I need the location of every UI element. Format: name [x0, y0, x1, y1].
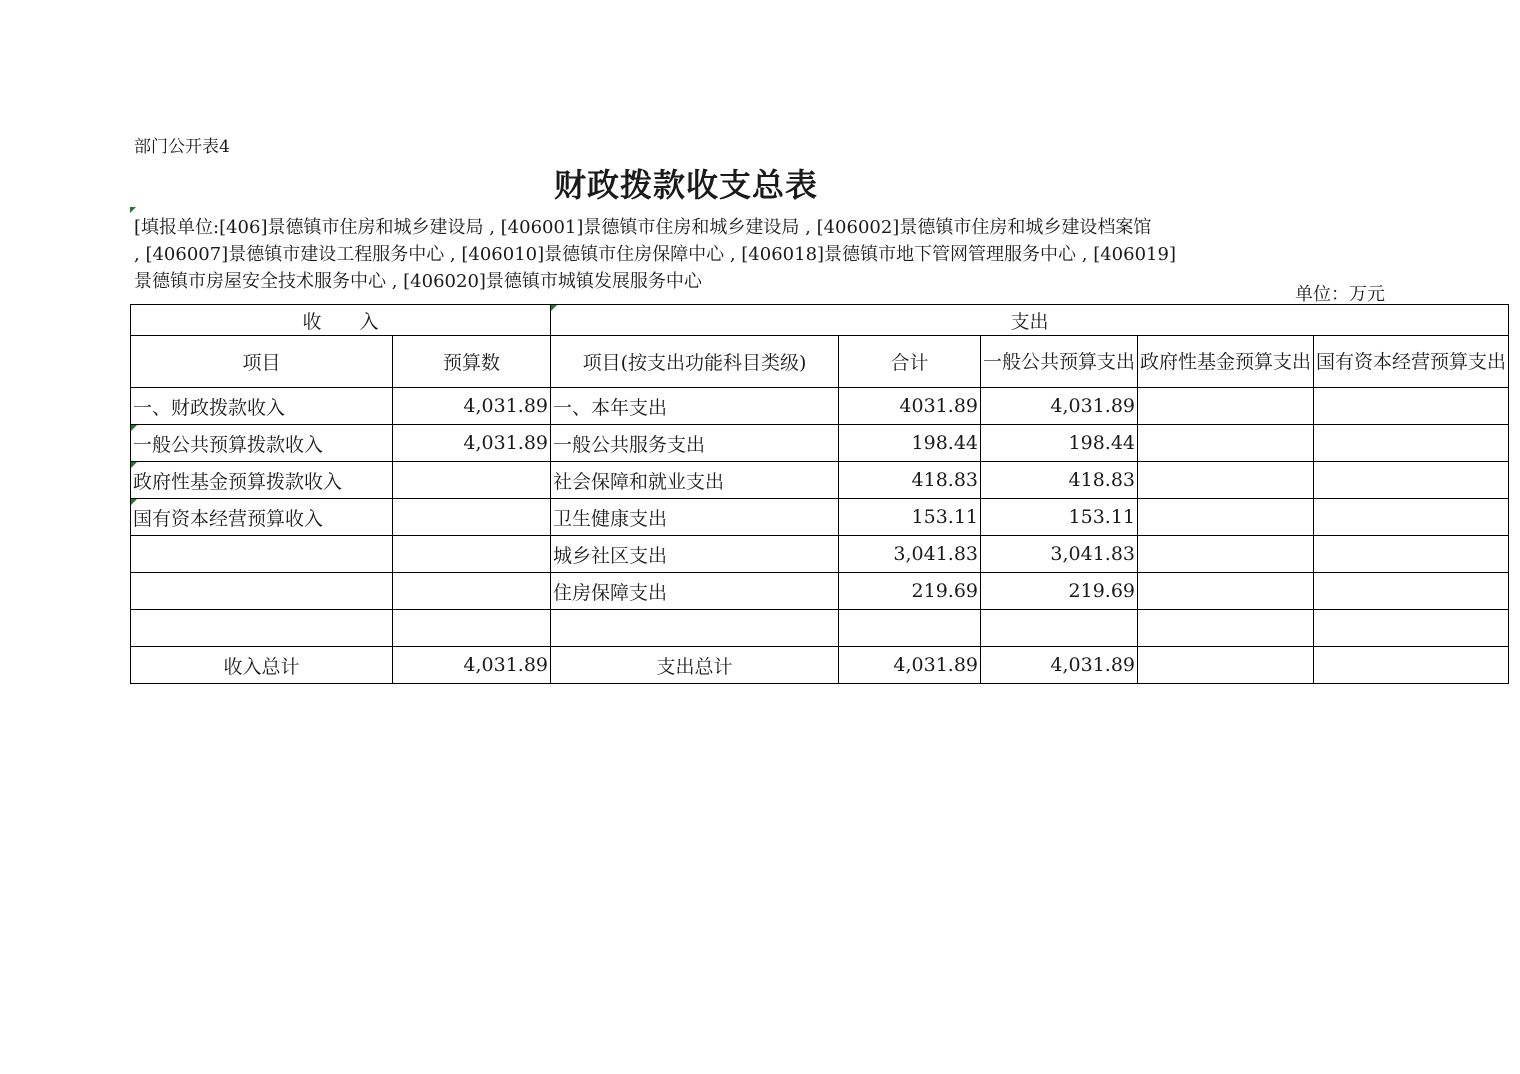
expense-group-label: 支出: [1010, 310, 1049, 333]
appropriation-summary-table: [130, 304, 1509, 684]
general-budget-cell: 4,031.89: [981, 388, 1138, 425]
col-header-expense-item: 项目(按支出功能科目类级): [551, 336, 839, 388]
total-cell: [839, 610, 981, 647]
general-budget-cell: 219.69: [981, 573, 1138, 610]
total-cell: 198.44: [839, 425, 981, 462]
general-budget-cell: [981, 610, 1138, 647]
budget-cell: 4,031.89: [393, 388, 551, 425]
cell-comment-marker: [131, 425, 137, 431]
totals-row: [131, 647, 1509, 684]
table-row: [131, 573, 1509, 610]
income-item-label: 一般公共预算拨款收入: [133, 433, 324, 456]
expense-total-label: 支出总计: [551, 647, 839, 684]
income-item-cell: 一、财政拨款收入: [131, 388, 393, 425]
cell-comment-marker: [131, 499, 137, 505]
state-capital-cell: [1314, 425, 1509, 462]
income-total-value: 4,031.89: [393, 647, 551, 684]
col-header-budget: 预算数: [393, 336, 551, 388]
income-item-cell: [131, 536, 393, 573]
gov-fund-total: [1138, 647, 1314, 684]
col-header-state-capital: 国有资本经营预算支出: [1314, 336, 1509, 388]
expense-item-cell: 卫生健康支出: [551, 499, 839, 536]
total-cell: 418.83: [839, 462, 981, 499]
currency-unit: 单位：万元: [1295, 284, 1385, 305]
table-row: [131, 425, 1509, 462]
col-header-income-item: 项目: [131, 336, 393, 388]
group-header-row: [131, 305, 1509, 336]
reporting-units: [134, 214, 1254, 295]
expense-item-cell: [551, 610, 839, 647]
budget-cell: [393, 462, 551, 499]
income-item-label: 政府性基金预算拨款收入: [133, 470, 343, 493]
state-capital-total: [1314, 647, 1509, 684]
expense-item-cell: 一般公共服务支出: [551, 425, 839, 462]
expense-item-cell: 城乡社区支出: [551, 536, 839, 573]
col-header-gov-fund: 政府性基金预算支出: [1138, 336, 1314, 388]
state-capital-cell: [1314, 610, 1509, 647]
budget-cell: [393, 499, 551, 536]
budget-cell: [393, 573, 551, 610]
expense-group-header: [551, 305, 1509, 336]
table-row: [131, 610, 1509, 647]
cell-comment-marker: [551, 305, 557, 311]
total-cell: 219.69: [839, 573, 981, 610]
form-number: 部门公开表4: [134, 137, 230, 157]
income-total-label: 收入总计: [131, 647, 393, 684]
income-item-label: 国有资本经营预算收入: [133, 507, 324, 530]
expense-item-cell: 一、本年支出: [551, 388, 839, 425]
cell-comment-marker: [130, 207, 136, 213]
cell-comment-marker: [131, 462, 137, 468]
total-cell: 4031.89: [839, 388, 981, 425]
expense-item-cell: 社会保障和就业支出: [551, 462, 839, 499]
state-capital-cell: [1314, 573, 1509, 610]
table-row: [131, 462, 1509, 499]
table-row: [131, 388, 1509, 425]
table-row: [131, 499, 1509, 536]
gov-fund-cell: [1138, 499, 1314, 536]
state-capital-cell: [1314, 462, 1509, 499]
table-row: [131, 536, 1509, 573]
income-item-cell: [131, 573, 393, 610]
state-capital-cell: [1314, 388, 1509, 425]
gov-fund-cell: [1138, 425, 1314, 462]
gov-fund-cell: [1138, 388, 1314, 425]
general-budget-cell: 3,041.83: [981, 536, 1138, 573]
reporting-units-line-3: 景德镇市房屋安全技术服务中心 , [406020]景德镇市城镇发展服务中心: [134, 271, 702, 292]
state-capital-cell: [1314, 499, 1509, 536]
expense-total-value: 4,031.89: [839, 647, 981, 684]
income-item-cell: [131, 425, 393, 462]
col-header-total: 合计: [839, 336, 981, 388]
income-item-cell: [131, 462, 393, 499]
general-budget-cell: 153.11: [981, 499, 1138, 536]
general-budget-total: 4,031.89: [981, 647, 1138, 684]
reporting-units-line-1: [填报单位:[406]景德镇市住房和城乡建设局 , [406001]景德镇市住房和城乡建设局 , [406002]景德镇市住房和城乡建设档案馆: [134, 217, 1152, 238]
income-item-cell: [131, 610, 393, 647]
income-group-header: 收 入: [131, 305, 551, 336]
general-budget-cell: 198.44: [981, 425, 1138, 462]
state-capital-cell: [1314, 536, 1509, 573]
gov-fund-cell: [1138, 462, 1314, 499]
page-title: 财政拨款收支总表: [553, 166, 818, 204]
budget-cell: [393, 610, 551, 647]
general-budget-cell: 418.83: [981, 462, 1138, 499]
total-cell: 3,041.83: [839, 536, 981, 573]
gov-fund-cell: [1138, 536, 1314, 573]
income-item-cell: [131, 499, 393, 536]
col-header-general-budget: 一般公共预算支出: [981, 336, 1138, 388]
gov-fund-cell: [1138, 573, 1314, 610]
column-header-row: [131, 336, 1509, 388]
budget-cell: 4,031.89: [393, 425, 551, 462]
budget-cell: [393, 536, 551, 573]
reporting-units-line-2: , [406007]景德镇市建设工程服务中心 , [406010]景德镇市住房保障中心 , [406018]景德镇市地下管网管理服务中心 , [406019]: [134, 244, 1176, 265]
gov-fund-cell: [1138, 610, 1314, 647]
expense-item-cell: 住房保障支出: [551, 573, 839, 610]
total-cell: 153.11: [839, 499, 981, 536]
